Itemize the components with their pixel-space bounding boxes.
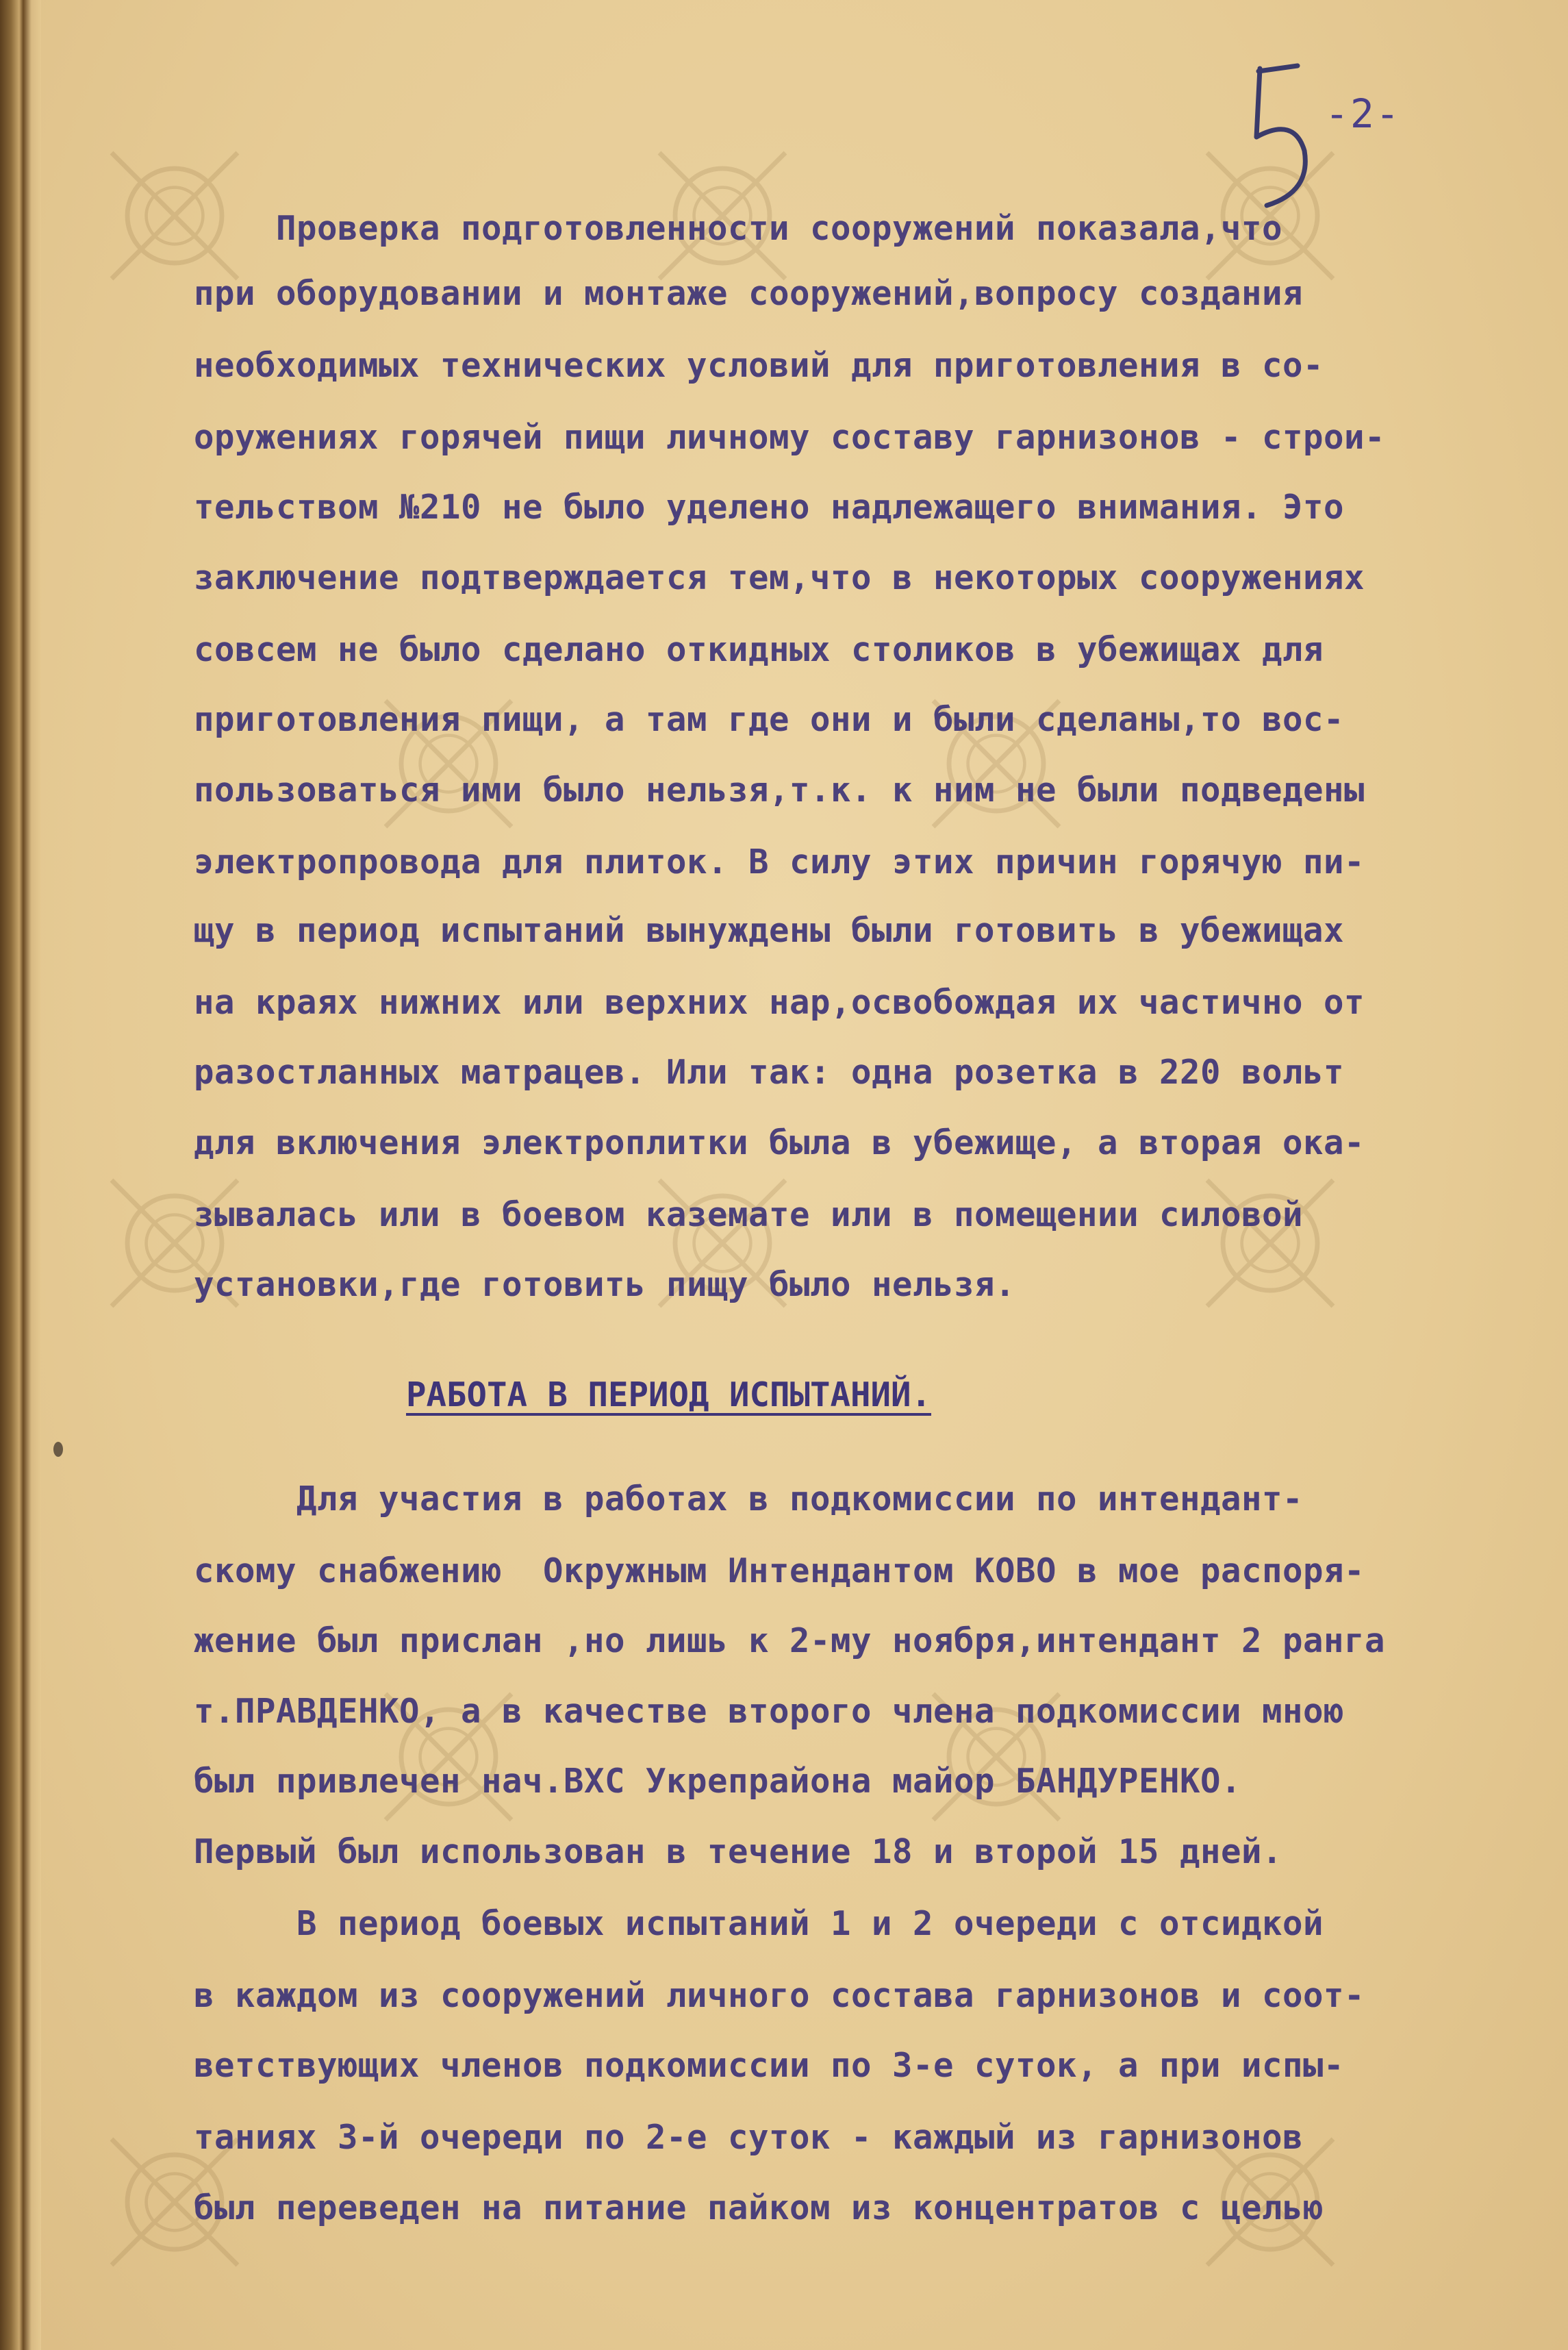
- text-line: совсем не было сделано откидных столиков в убежищах для: [194, 630, 1324, 669]
- text-line: жение был прислан ,но лишь к 2-му ноября,интендант 2 ранга: [194, 1621, 1386, 1660]
- text-line: был переведен на питание пайком из концентратов с целью: [194, 2188, 1324, 2227]
- text-line: для включения электроплитки была в убежище, а вторая ока-: [194, 1123, 1365, 1162]
- text-line: скому снабжению Окружным Интендантом КОВО в мое распоря-: [194, 1551, 1365, 1590]
- handwritten-folio-mark: [1219, 62, 1356, 219]
- text-line: необходимых технических условий для приготовления в со-: [194, 346, 1324, 385]
- text-line: тельством №210 не было уделено надлежащего внимания. Это: [194, 488, 1345, 527]
- binding-hole: [53, 1442, 63, 1457]
- text-line: т.ПРАВДЕНКО, а в качестве второго члена подкомиссии мною: [194, 1692, 1345, 1731]
- text-line: заключение подтверждается тем,что в некоторых сооружениях: [194, 558, 1365, 597]
- text-line: разостланных матрацев. Или так: одна розетка в 220 вольт: [194, 1053, 1345, 1092]
- paragraph-1: [0, 0, 1283, 248]
- text-line: ветствующих членов подкомиссии по 3-е суток, а при испы-: [194, 2046, 1345, 2085]
- page-number: -2-: [1325, 90, 1401, 137]
- text-line: электропровода для плиток. В силу этих причин горячую пи-: [194, 842, 1365, 882]
- text-line: был привлечен нач.ВХС Укрепрайона майор БАНДУРЕНКО.: [194, 1762, 1242, 1801]
- text-line: установки,где готовить пищу было нельзя.: [194, 1265, 1016, 1304]
- text-line: Первый был использован в течение 18 и второй 15 дней.: [194, 1832, 1283, 1871]
- folder-binding: [0, 0, 41, 2350]
- watermark-emblem-icon: [1191, 1164, 1349, 1322]
- text-line: таниях 3-й очереди по 2-е суток - каждый из гарнизонов: [194, 2118, 1304, 2157]
- text-line: при оборудовании и монтаже сооружений,вопросу создания: [194, 274, 1304, 313]
- text-line: В период боевых испытаний 1 и 2 очереди с отсидкой: [194, 1904, 1324, 1943]
- text-line: Проверка подготовленности сооружений показала,что: [194, 209, 1283, 248]
- text-line: щу в период испытаний вынуждены были готовить в убежищах: [194, 911, 1345, 950]
- text-line: на краях нижних или верхних нар,освобождая их частично от: [194, 983, 1365, 1022]
- text-line: приготовления пищи, а там где они и были сделаны,то вос-: [194, 700, 1345, 739]
- text-line: пользоваться ими было нельзя,т.к. к ним не были подведены: [194, 771, 1365, 810]
- text-line: оружениях горячей пищи личному составу гарнизонов - строи-: [194, 418, 1386, 457]
- text-line: в каждом из сооружений личного состава гарнизонов и соот-: [194, 1976, 1365, 2015]
- text-line: Для участия в работах в подкомиссии по интендант-: [194, 1479, 1304, 1518]
- section-heading: РАБОТА В ПЕРИОД ИСПЫТАНИЙ.: [406, 1375, 932, 1414]
- text-line: зывалась или в боевом каземате или в помещении силовой: [194, 1195, 1304, 1234]
